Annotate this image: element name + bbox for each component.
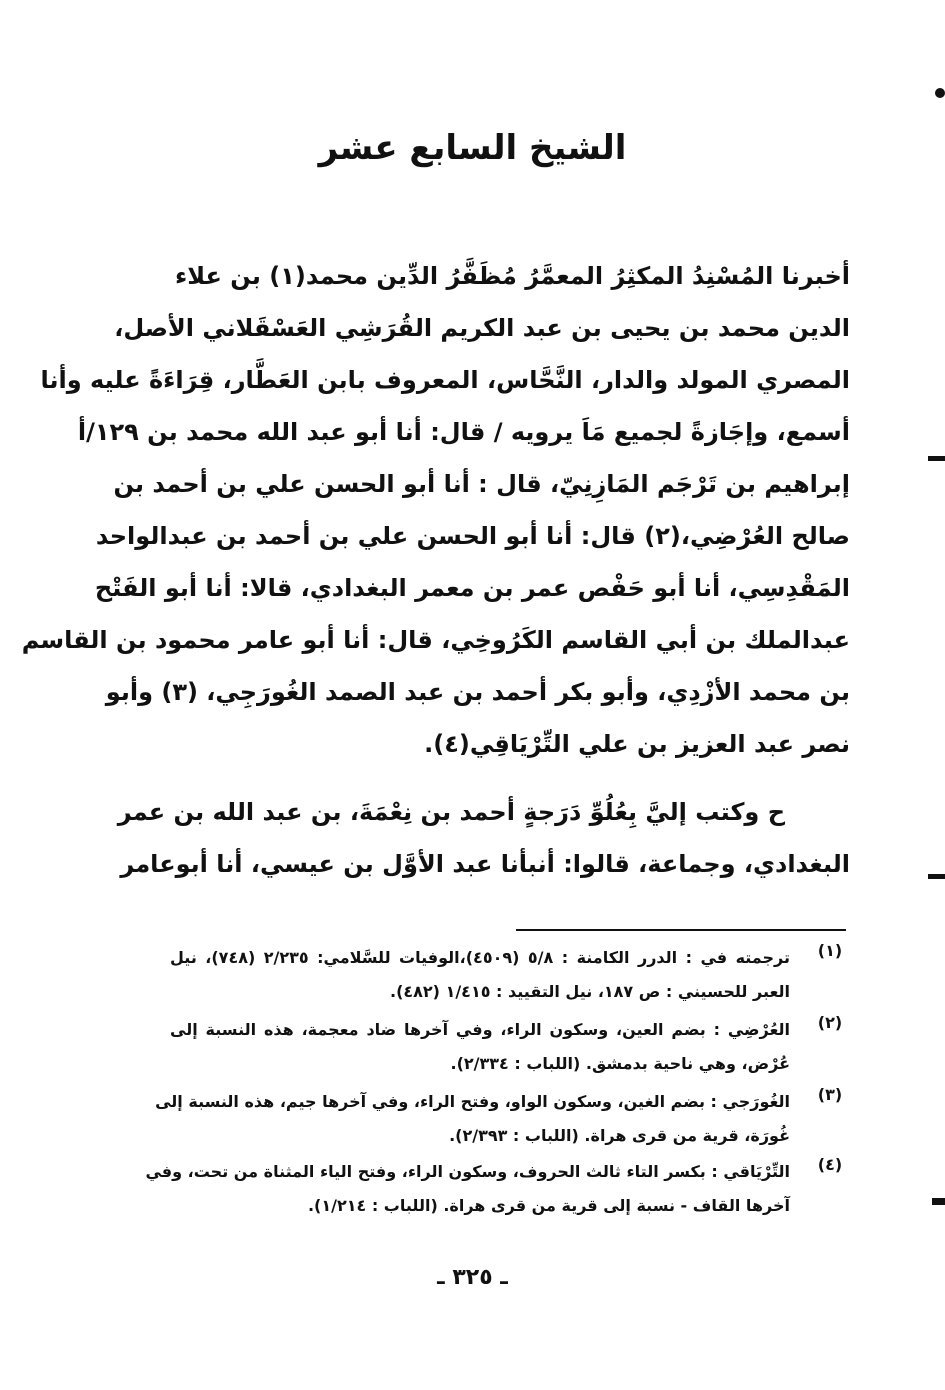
body-line: إبراهيم بن تَرْجَم المَازِنِيّ، قال : أنا أبو الحسن علي بن أحمد بن <box>113 470 850 498</box>
footnote-line: التِّرْيَاقي : بكسر التاء ثالث الحروف، وسكون الراء، وفتح الياء المثناة من تحت، وفي <box>145 1162 790 1181</box>
footnote-line: غُورَة، قرية من قرى هراة. (اللباب : ٢/٣٩٣). <box>449 1126 790 1145</box>
footnote-line: الغُورَجي : بضم الغين، وسكون الواو، وفتح الراء، وفي آخرها جيم، هذه النسبة إلى <box>155 1092 790 1111</box>
footnote-number: (٤) <box>817 1155 843 1174</box>
scan-edge-mark <box>928 456 945 461</box>
body-line: ح وكتب إليَّ بِعُلُوِّ دَرَجةٍ أحمد بن نِعْمَةَ، بن عبد الله بن عمر <box>117 798 785 826</box>
page-number: ـ ٣٢٥ ـ <box>437 1265 508 1290</box>
footnote <box>145 1155 850 1223</box>
footnote <box>170 1013 850 1081</box>
footnote-line: آخرها القاف - نسبة إلى قرية من قرى هراة. (اللباب : ١/٢١٤). <box>307 1196 790 1215</box>
body-line: عبدالملك بن أبي القاسم الكَرُوخِي، قال: أنا أبو عامر محمود بن القاسم <box>21 626 850 654</box>
scan-edge-mark <box>935 88 945 98</box>
body-line: المَقْدِسِي، أنا أبو حَفْص عمر بن معمر البغدادي، قالا: أنا أبو الفَتْح <box>94 574 850 602</box>
footnote <box>170 941 850 1009</box>
body-line: الدين محمد بن يحيى بن عبد الكريم القُرَشِي العَسْقَلاني الأصل، <box>114 314 850 342</box>
footnote-line: ترجمته في : الدرر الكامنة : ٥/٨ (٤٥٠٩)،الوفيات للسَّلامي: ٢/٢٣٥ (٧٤٨)، نيل <box>170 948 791 967</box>
footnote-line: عُرْض، وهي ناحية بدمشق. (اللباب : ٢/٣٣٤). <box>450 1054 790 1073</box>
body-line: أخبرنا المُسْنِدُ المكثِرُ المعمَّرُ مُظَفَّرُ الدِّين محمد(١) بن علاء <box>175 262 850 290</box>
body-line: صالح العُرْضِي،(٢) قال: أنا أبو الحسن علي بن أحمد بن عبدالواحد <box>95 522 850 550</box>
scan-edge-mark <box>928 874 945 879</box>
page-title: الشيخ السابع عشر <box>318 128 627 168</box>
body-line: بن محمد الأزْدِي، وأبو بكر أحمد بن عبد الصمد الغُورَجِي، (٣) وأبو <box>105 678 850 706</box>
footnote-number: (٣) <box>817 1085 843 1104</box>
body-line: البغدادي، وجماعة، قالوا: أنبأنا عبد الأوَّل بن عيسي، أنا أبوعامر <box>120 850 850 878</box>
footnote-divider <box>516 929 846 931</box>
footnote-number: (١) <box>817 941 843 960</box>
body-line: نصر عبد العزيز بن علي التِّرْيَاقِي(٤). <box>424 730 850 758</box>
body-line: المصري المولد والدار، النَّحَّاس، المعروف بابن العَطَّار، قِرَاءَةً عليه وأنا <box>40 366 850 394</box>
scan-edge-mark <box>932 1198 945 1205</box>
footnote <box>155 1085 850 1153</box>
body-line: أسمع، وإجَازةً لجميع مَاَ يرويه / قال: أنا أبو عبد الله محمد بن ١٢٩/أ <box>77 418 850 446</box>
footnote-line: العبر للحسيني : ص ١٨٧، نيل التقييد : ١/٤١٥ (٤٨٢). <box>389 982 790 1001</box>
footnote-line: العُرْضِي : بضم العين، وسكون الراء، وفي آخرها ضاد معجمة، هذه النسبة إلى <box>170 1020 790 1039</box>
footnote-number: (٢) <box>817 1013 843 1032</box>
